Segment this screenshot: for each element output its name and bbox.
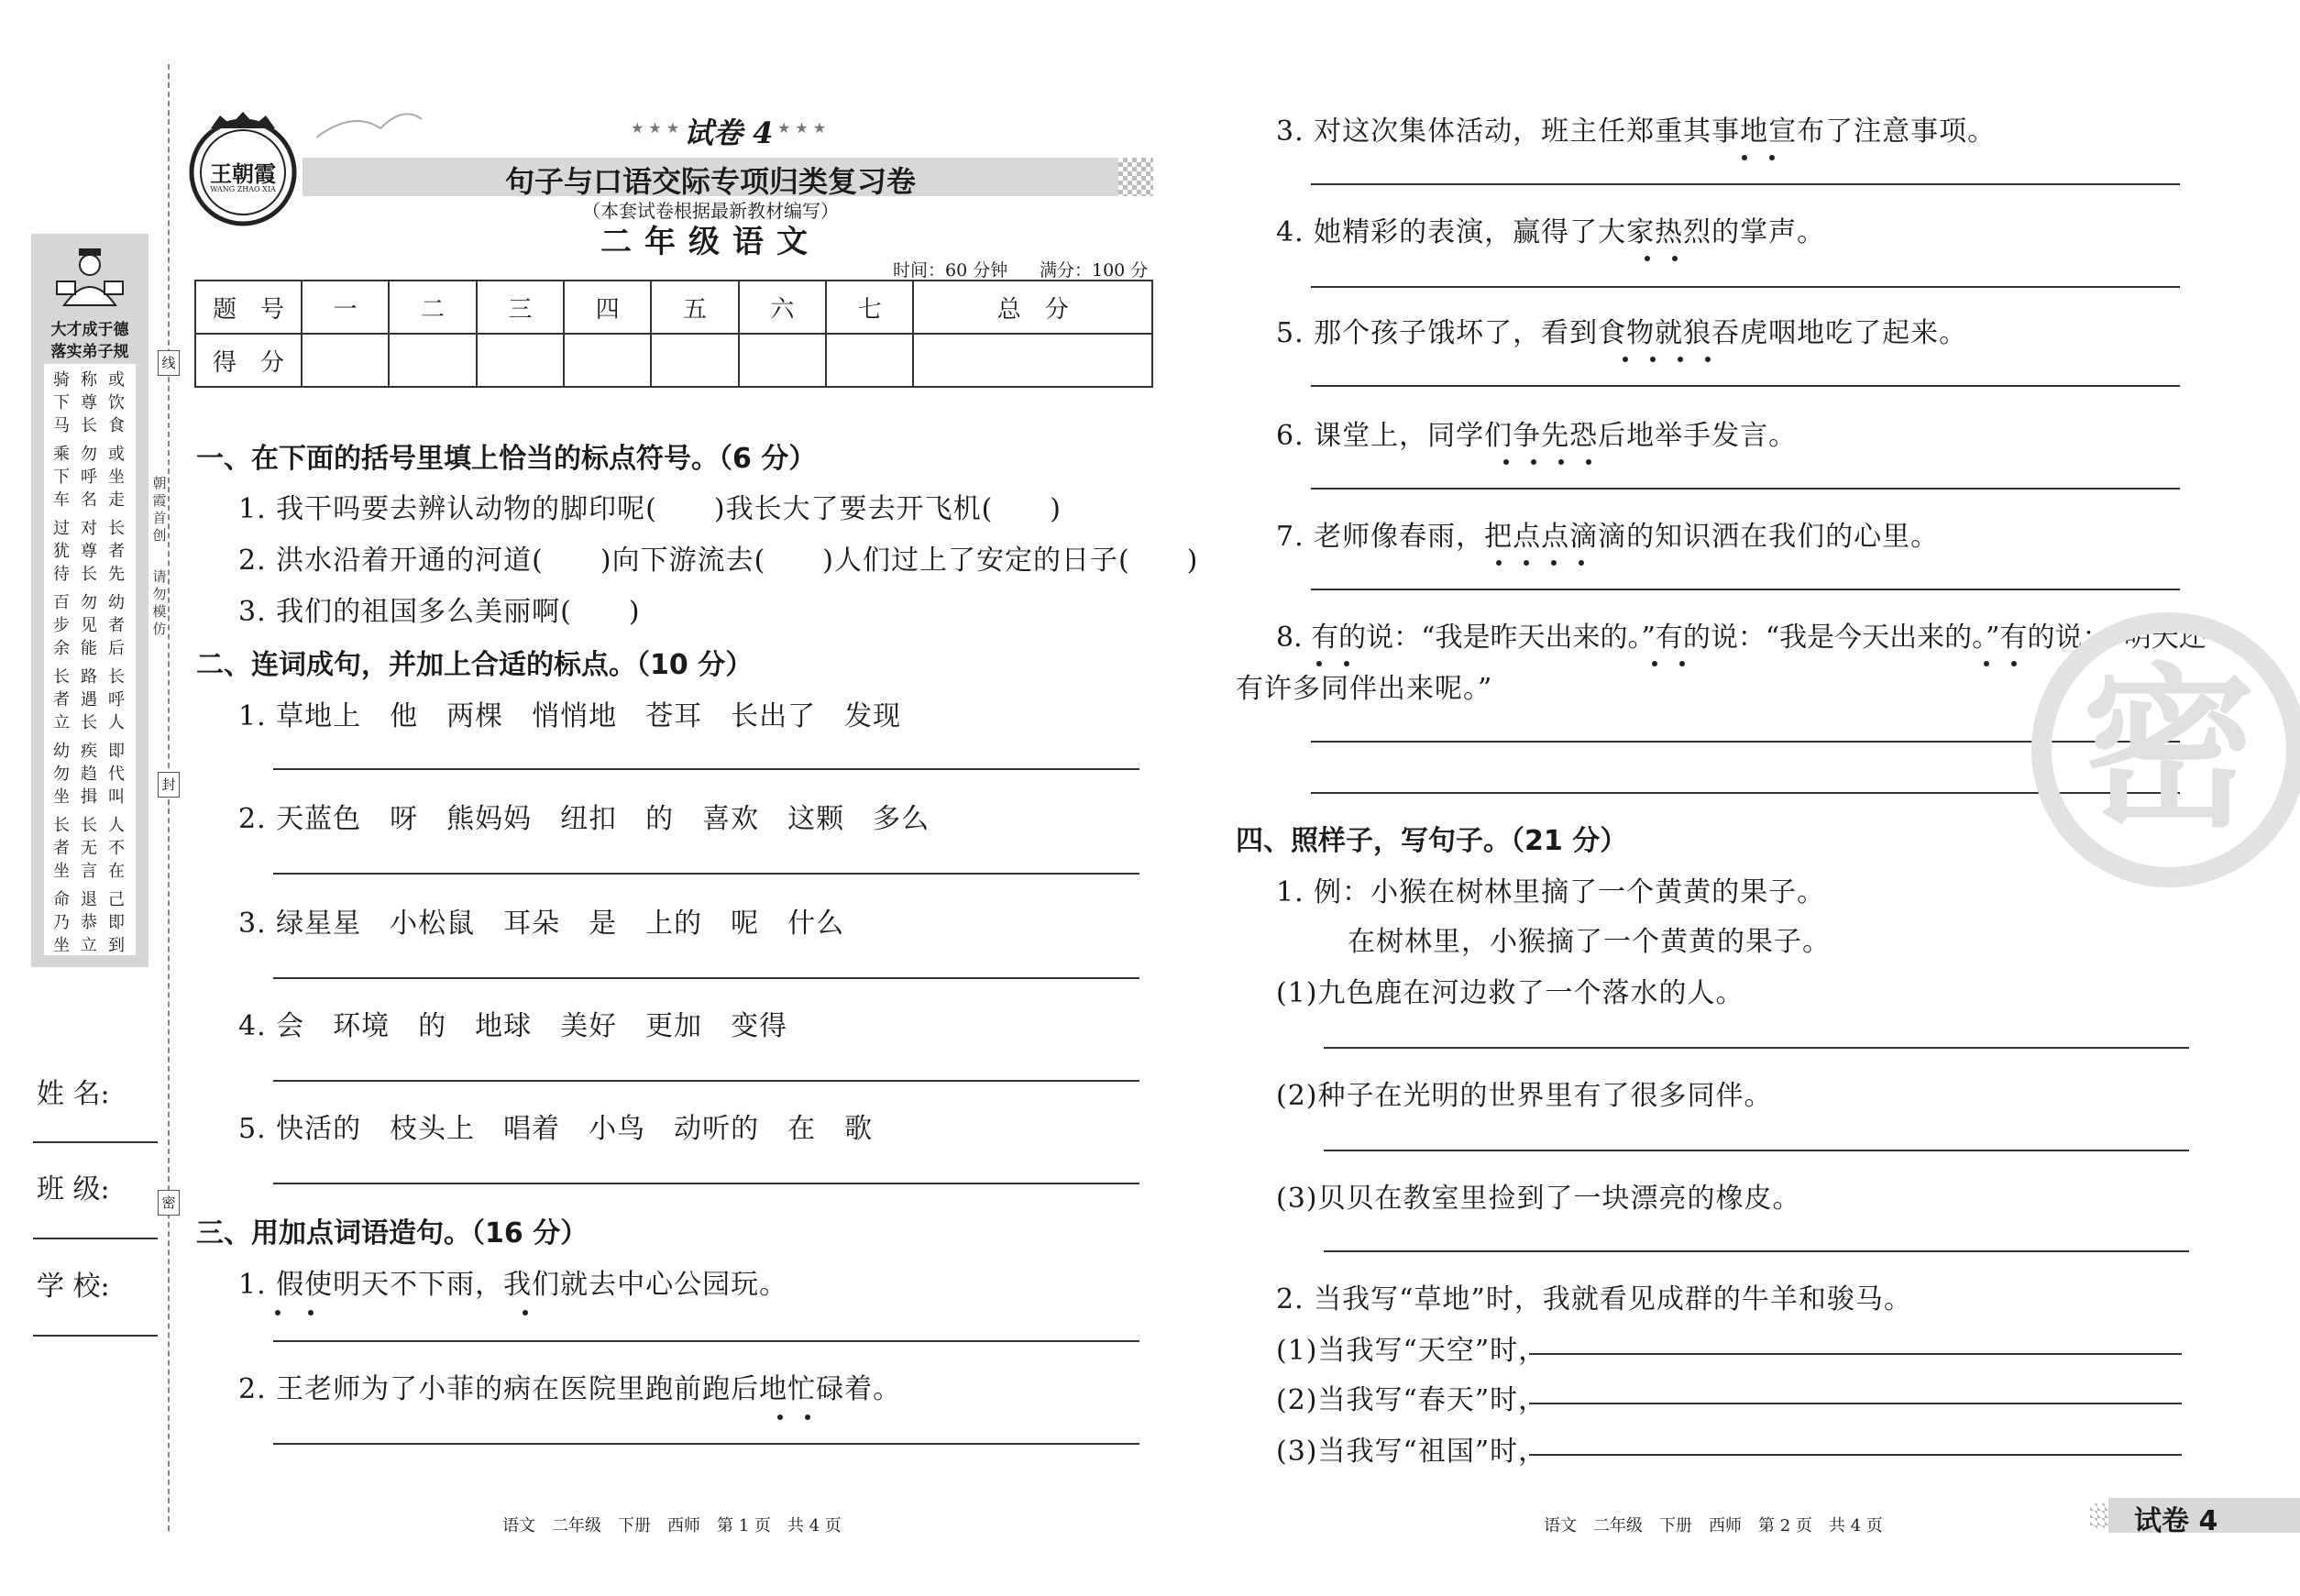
emphasis-dots [1623,341,1711,369]
section1-item: 1. 我干吗要去辨认动物的脚印呢( )我长大了要去开飞机( ) [238,493,1062,525]
section4-item: (2)种子在光明的世界里有了很多同伴。 [1276,1080,1773,1112]
emphasis-dots [275,1294,528,1322]
answer-line[interactable] [1311,589,2180,590]
score-header-cell: 六 [739,281,826,334]
section2-item: 2. 天蓝色 呀 熊妈妈 纽扣 的 喜欢 这颗 多么 [238,803,930,835]
motto-line-2: 落实弟子规 [50,343,129,361]
answer-line[interactable] [1311,385,2180,387]
answer-line[interactable] [273,1080,1139,1082]
poem-column: 即代叫 [108,742,125,807]
emphasis-dots [1742,139,1775,167]
poem-column: 长者先 [108,519,125,584]
banner-checker [1118,158,1153,196]
section3-item: 8. 有的说：“我是昨天出来的。”有的说：“我是今天出来的。”有的说：“明天还 [1276,622,2206,654]
binding-dashed-line [168,64,170,1531]
section1-item: 3. 我们的祖国多么美丽啊( ) [238,596,641,628]
poem-column: 过犹待 [53,519,70,584]
section3-item: 5. 那个孩子饿坏了，看到食物就狼吞虎咽地吃了起来。 [1276,317,1968,349]
emphasis-dots [1496,545,1584,572]
answer-line[interactable] [1311,286,2180,288]
page-title: 句子与口语交际专项归类复习卷 [504,164,916,199]
edition-note: （本套试卷根据最新教材编写） [582,200,839,222]
score-row [195,334,1152,387]
answer-line[interactable] [1529,1353,2182,1355]
answer-line[interactable] [273,768,1139,770]
subject-title: 二年级语文 [600,224,820,260]
poem-column: 或坐走 [108,445,125,510]
answer-line[interactable] [273,1183,1139,1184]
time-limit: 时间：60 分钟 [893,260,1008,281]
score-cell[interactable] [302,334,389,387]
poem-column: 幼勿坐 [53,742,70,807]
score-header-cell: 三 [477,281,564,334]
poem-column: 长呼人 [108,667,125,732]
score-header-cell: 二 [389,281,476,334]
name-label: 姓 名: [37,1078,110,1110]
answer-line[interactable] [273,1340,1139,1342]
answer-line[interactable] [1324,1250,2189,1252]
answer-line[interactable] [273,873,1139,875]
answer-line[interactable] [1311,183,2180,185]
poem-column: 骑下马 [53,370,70,435]
side-mark-2: 请勿模仿 [152,568,167,637]
poem-column: 退恭立 [81,890,97,955]
logo-subtext: WANG ZHAO XIA [210,185,276,193]
score-cell[interactable] [477,334,564,387]
poem-column: 勿见能 [81,593,97,658]
secret-watermark: 密 [2031,612,2300,887]
score-cell[interactable] [651,334,738,387]
fold-mark-seal: 封 [158,772,180,798]
answer-line[interactable] [1324,1047,2189,1049]
score-header-cell: 一 [302,281,389,334]
score-cell[interactable] [564,334,651,387]
poem-column: 人不在 [108,816,125,881]
score-cell[interactable] [389,334,476,387]
footer-left: 语文 二年级 下册 西师 第 1 页 共 4 页 [502,1516,842,1535]
score-cell[interactable] [826,334,913,387]
poem-column: 称尊长 [81,370,97,435]
section4-fill: (2)当我写“春天”时， [1276,1384,1547,1416]
score-cell[interactable] [913,334,1152,387]
section3-item-continued: 有许多同伴出来呢。” [1236,673,1493,705]
ribbon-decoration [316,101,426,156]
footer-tag-checker [2090,1503,2108,1529]
motto-line-1: 大才成于德 [50,321,129,339]
footer-right: 语文 二年级 下册 西师 第 2 页 共 4 页 [1544,1516,1883,1535]
section4-item: (1)九色鹿在河边救了一个落水的人。 [1276,977,1744,1009]
answer-line[interactable] [1324,1150,2189,1151]
school-label: 学 校: [37,1271,110,1303]
section3-item: 4. 她精彩的表演，赢得了大家热烈的掌声。 [1276,216,1826,248]
answer-line[interactable] [1529,1403,2182,1404]
section3-item: 1. 假使明天不下雨，我们就去中心公园玩。 [238,1269,788,1301]
poem-column: 疾趋揖 [81,742,97,807]
poem-column: 乘下车 [53,445,70,510]
score-cell[interactable] [739,334,826,387]
section1-title: 一、在下面的括号里填上恰当的标点符号。（6 分） [196,443,817,475]
emphasis-dots [1645,240,1678,268]
full-score: 满分：100 分 [1040,260,1149,281]
poem-column: 长者坐 [53,816,70,881]
emphasis-dots [1503,444,1591,471]
poem-column: 或饮食 [108,370,125,435]
series-stars-left: ★ ★ ★ [631,119,680,137]
score-row-label: 得 分 [195,334,302,387]
footer-tag: 试卷 4 [2134,1505,2218,1537]
section3-item: 6. 课堂上，同学们争先恐后地举手发言。 [1276,420,1798,452]
score-header-cell: 七 [826,281,913,334]
fold-mark-line: 线 [158,350,180,376]
answer-line[interactable] [273,977,1139,979]
poem-column: 命乃坐 [53,890,70,955]
score-header-cell: 题 号 [195,281,302,334]
series-tag: 试卷 4 [684,116,774,150]
fold-mark-secret: 密 [158,1190,180,1216]
answer-line[interactable] [273,1443,1139,1445]
class-label: 班 级: [37,1173,110,1205]
score-table [194,280,1153,388]
score-header-row [195,281,1152,334]
score-header-cell: 总 分 [913,281,1152,334]
score-header-cell: 四 [564,281,651,334]
poem-column: 勿呼名 [81,445,97,510]
name-field[interactable] [33,1141,158,1143]
answer-line[interactable] [1311,488,2180,490]
poem-column: 长无言 [81,816,97,881]
section4-fill: (3)当我写“祖国”时， [1276,1436,1547,1468]
poem-column: 路遇长 [81,667,97,732]
series-stars-right: ★ ★ ★ [777,119,827,137]
score-header-cell: 五 [651,281,738,334]
section3-item: 3. 对这次集体活动，班主任郑重其事地宣布了注意事项。 [1276,116,1997,148]
section3-item: 2. 王老师为了小菲的病在医院里跑前跑后地忙碌着。 [238,1373,902,1405]
section4-q2: 2. 当我写“草地”时，我就看见成群的牛羊和骏马。 [1276,1283,1912,1315]
section4-fill: (1)当我写“天空”时， [1276,1335,1547,1367]
section4-item: (3)贝贝在教室里捡到了一块漂亮的橡皮。 [1276,1183,1801,1215]
answer-line[interactable] [1529,1454,2182,1456]
class-field[interactable] [33,1238,158,1239]
poem-column: 长者立 [53,667,70,732]
section2-item: 5. 快活的 枝头上 唱着 小鸟 动听的 在 歌 [238,1113,874,1145]
scholar-illustration [51,245,128,309]
section2-item: 4. 会 环境 的 地球 美好 更加 变得 [238,1010,788,1042]
section4-example: 1. 例：小猴在树林里摘了一个黄黄的果子。 [1276,876,1826,908]
poem-column: 对尊长 [81,519,97,584]
section2-title: 二、连词成句，并加上合适的标点。（10 分） [196,649,754,681]
section3-item: 7. 老师像春雨，把点点滴滴的知识洒在我们的心里。 [1276,521,1940,553]
section4-example-answer: 在树林里，小猴摘了一个黄黄的果子。 [1348,926,1831,958]
section4-title: 四、照样子，写句子。（21 分） [1236,825,1628,857]
poem-column: 百步余 [53,593,70,658]
section2-item: 3. 绿星星 小松鼠 耳朵 是 上的 呢 什么 [238,908,845,940]
logo [183,108,303,227]
logo-text: 王朝霞 [210,160,276,187]
section2-item: 1. 草地上 他 两棵 悄悄地 苍耳 长出了 发现 [238,700,902,732]
side-mark-1: 朝霞首创 [152,475,167,544]
section1-item: 2. 洪水沿着开通的河道( )向下游流去( )人们过上了安定的日子( ) [238,545,1199,577]
emphasis-dots [777,1399,810,1426]
poem-column: 己即到 [108,890,125,955]
poem-column: 幼者后 [108,593,125,658]
school-field[interactable] [33,1335,158,1337]
section3-title: 三、用加点词语造句。（16 分） [196,1217,589,1249]
